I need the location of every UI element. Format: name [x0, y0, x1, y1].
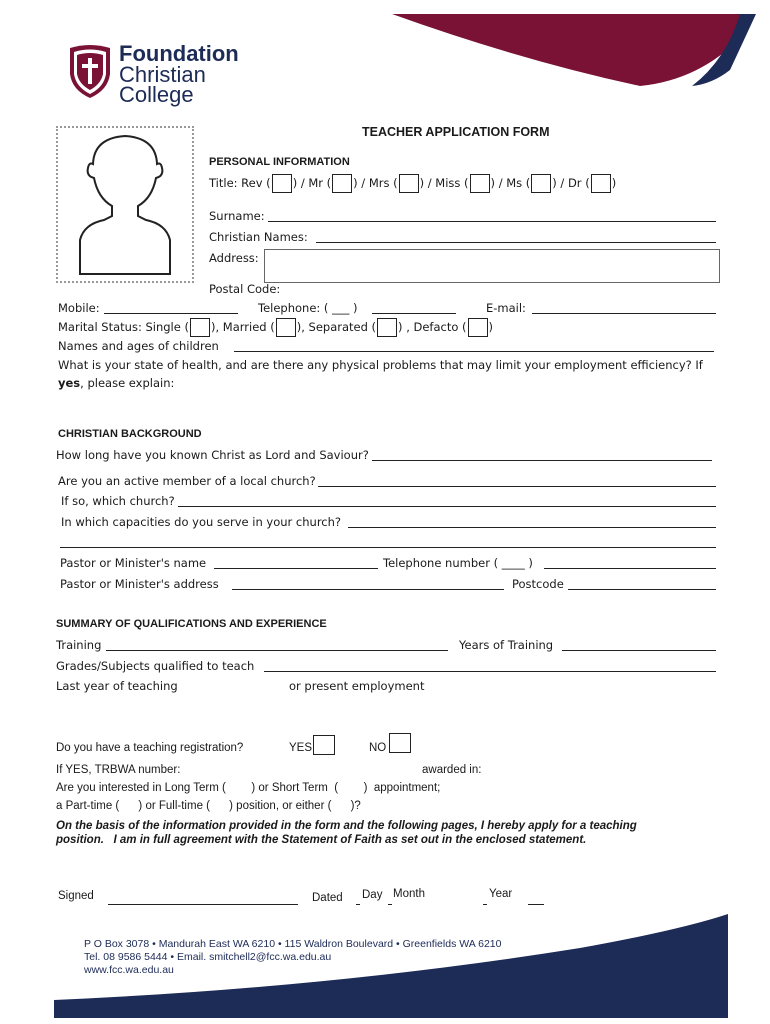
pastor-name-field[interactable]	[214, 568, 378, 569]
children-label: Names and ages of children	[58, 339, 219, 353]
telephone-field[interactable]	[372, 313, 456, 314]
signed-label: Signed	[58, 890, 94, 902]
qualifications-heading: SUMMARY OF QUALIFICATIONS AND EXPERIENCE	[56, 618, 327, 630]
mobile-field[interactable]	[104, 313, 238, 314]
title-mr-checkbox[interactable]	[332, 174, 352, 193]
footer-address: P O Box 3078 • Mandurah East WA 6210 • 115 Waldron Boulevard • Greenfields WA 6210	[84, 938, 502, 950]
marital-married-checkbox[interactable]	[276, 318, 296, 337]
marital-single-label: Marital Status: Single (	[58, 320, 189, 334]
grades-field[interactable]	[264, 671, 716, 672]
christian-names-field[interactable]	[316, 242, 716, 243]
postcode-label: Postcode	[512, 577, 564, 591]
active-member-question: Are you an active member of a local church?	[58, 474, 316, 488]
marital-status-row	[58, 318, 493, 337]
declaration-line-2: position. I am in full agreement with the Statement of Faith as set out in the enclosed statement.	[56, 834, 587, 846]
marital-close: )	[488, 320, 494, 334]
training-field[interactable]	[106, 650, 448, 651]
title-ms-checkbox[interactable]	[531, 174, 551, 193]
how-long-field[interactable]	[372, 460, 712, 461]
trbwa-label: If YES, TRBWA number:	[56, 764, 181, 776]
years-training-label: Years of Training	[459, 638, 554, 652]
capacities-question: In which capacities do you serve in your church?	[61, 515, 342, 529]
footer-contact[interactable]: Tel. 08 9586 5444 • Email. smitchell2@fcc.wa.edu.au	[84, 951, 332, 963]
mobile-label: Mobile:	[58, 301, 100, 315]
last-year-label: Last year of teaching	[56, 679, 178, 693]
pastor-address-field[interactable]	[232, 589, 504, 590]
surname-field[interactable]	[268, 221, 716, 222]
day-label: Day	[362, 889, 383, 901]
marital-separated-label: ), Separated (	[296, 320, 377, 334]
telephone-label: Telephone: ( ___ )	[258, 301, 358, 315]
registration-no-checkbox[interactable]	[389, 733, 411, 753]
personal-info-heading: PERSONAL INFORMATION	[209, 156, 350, 168]
health-explain: , please explain:	[80, 376, 175, 390]
health-question-continued	[58, 376, 174, 390]
registration-yes-label: YES	[289, 742, 313, 754]
title-ms-label: ) / Ms (	[490, 176, 531, 190]
pastor-telephone-label: Telephone number ( ____ )	[383, 556, 533, 570]
logo-line-christian: Christian	[119, 62, 206, 87]
awarded-label: awarded in:	[422, 764, 482, 776]
children-field[interactable]	[234, 351, 714, 352]
capacities-field[interactable]	[348, 527, 716, 528]
marital-married-label: ), Married (	[210, 320, 275, 334]
grades-label: Grades/Subjects qualified to teach	[56, 659, 255, 673]
title-dr-label: ) / Dr (	[552, 176, 590, 190]
registration-no-label: NO	[369, 742, 387, 754]
pastor-telephone-field[interactable]	[544, 568, 716, 569]
title-rev-checkbox[interactable]	[272, 174, 292, 193]
email-field[interactable]	[532, 313, 716, 314]
logo-line-college: College	[119, 82, 194, 107]
registration-question: Do you have a teaching registration?	[56, 742, 244, 754]
person-silhouette-icon	[58, 128, 192, 281]
christian-names-label: Christian Names:	[209, 230, 308, 244]
header-swoosh	[0, 0, 770, 100]
year-label: Year	[489, 888, 513, 900]
postal-code-label: Postal Code:	[209, 282, 281, 296]
title-dr-checkbox[interactable]	[591, 174, 611, 193]
surname-label: Surname:	[209, 209, 265, 223]
title-close: )	[611, 176, 617, 190]
title-mrs-label: ) / Mrs (	[353, 176, 398, 190]
form-title: TEACHER APPLICATION FORM	[362, 125, 550, 139]
christian-background-heading: CHRISTIAN BACKGROUND	[58, 428, 202, 440]
years-training-field[interactable]	[562, 650, 716, 651]
time-question: a Part-time ( ) or Full-time ( ) position, or either ( )?	[56, 800, 361, 812]
shield-cross-icon	[68, 44, 112, 100]
date-day-field[interactable]	[356, 904, 360, 905]
term-question: Are you interested in Long Term ( ) or Short Term ( ) appointment;	[56, 782, 441, 794]
title-row	[209, 174, 616, 193]
active-member-field[interactable]	[318, 486, 716, 487]
title-miss-label: ) / Miss (	[419, 176, 469, 190]
health-yes: yes	[58, 376, 81, 390]
footer-website[interactable]: www.fcc.wa.edu.au	[84, 964, 174, 976]
present-employment-label: or present employment	[289, 679, 425, 693]
title-rev-label: Title: Rev (	[209, 176, 271, 190]
marital-separated-checkbox[interactable]	[377, 318, 397, 337]
how-long-question: How long have you known Christ as Lord and Saviour?	[56, 448, 369, 462]
month-label: Month	[393, 888, 425, 900]
title-mrs-checkbox[interactable]	[399, 174, 419, 193]
pastor-address-label: Pastor or Minister's address	[60, 577, 219, 591]
photo-placeholder[interactable]	[56, 126, 194, 283]
registration-yes-checkbox[interactable]	[313, 735, 335, 755]
signature-field[interactable]	[108, 904, 298, 905]
date-year-field[interactable]	[528, 904, 544, 905]
marital-defacto-label: ) , Defacto (	[398, 320, 467, 334]
address-field[interactable]	[264, 249, 720, 283]
date-year-prefix[interactable]	[483, 904, 487, 905]
capacities-field-extra[interactable]	[60, 547, 716, 548]
health-question: What is your state of health, and are there any physical problems that may limit your employment efficiency? If	[58, 358, 703, 372]
address-label: Address:	[209, 251, 259, 265]
which-church-field[interactable]	[178, 506, 716, 507]
training-label: Training	[56, 638, 102, 652]
postcode-field[interactable]	[568, 589, 716, 590]
marital-defacto-checkbox[interactable]	[468, 318, 488, 337]
title-mr-label: ) / Mr (	[292, 176, 332, 190]
email-label: E-mail:	[486, 301, 526, 315]
pastor-name-label: Pastor or Minister's name	[60, 556, 207, 570]
title-miss-checkbox[interactable]	[470, 174, 490, 193]
logo-line-foundation: Foundation	[119, 41, 239, 66]
date-month-field[interactable]	[388, 904, 392, 905]
marital-single-checkbox[interactable]	[190, 318, 210, 337]
dated-label: Dated	[312, 892, 343, 904]
declaration-line-1: On the basis of the information provided in the form and the following pages, I hereby apply for a teaching	[56, 820, 637, 832]
which-church-question: If so, which church?	[61, 494, 175, 508]
